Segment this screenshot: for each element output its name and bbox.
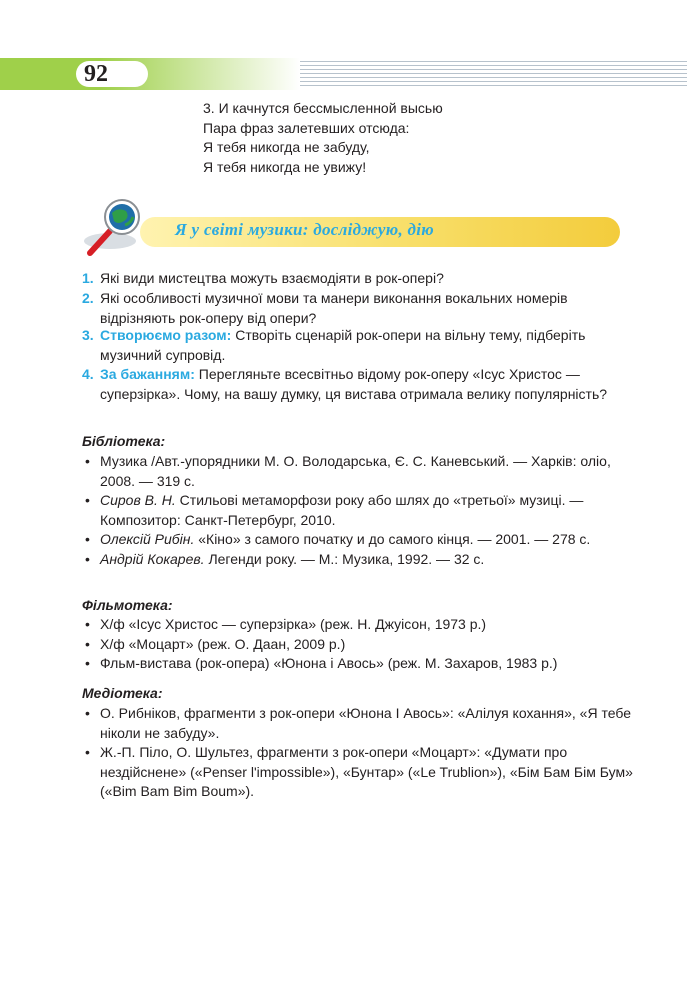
library-item [82, 550, 642, 570]
question-item [82, 365, 642, 404]
film-item [82, 615, 642, 635]
filmoteka-heading: Фільмотека: [82, 597, 173, 613]
poem-line: Я тебя никогда не забуду, [203, 139, 370, 155]
library-heading: Бібліотека: [82, 433, 166, 449]
film-text: Х/ф «Ісус Христос — суперзірка» (реж. Н. Джуісон, 1973 р.) [100, 616, 487, 632]
magnifier-globe-icon [80, 195, 155, 265]
mediateka-heading: Медіотека: [82, 685, 163, 701]
question-text: Перегляньте всесвітньо відому рок-оперу «Ісус Христос — суперзірка». Чому, на вашу думку, ця вистава отримала велику популярність? [100, 366, 608, 402]
header-lines [300, 61, 687, 89]
media-text: О. Рибніков, фрагменти з рок-опери «Юнона І Авось»: «Алілуя кохання», «Я тебе ніколи не забуду». [100, 705, 632, 741]
bullet-icon: • [85, 531, 90, 547]
question-item [82, 269, 642, 289]
mediateka-list [82, 704, 642, 802]
library-item [82, 530, 642, 550]
question-text: Які види мистецтва можуть взаємодіяти в рок-опері? [100, 270, 444, 286]
bullet-icon: • [85, 744, 90, 760]
question-text: Які особливості музичної мови та манери виконання вокальних номерів відрізняють рок-оперу від опери? [100, 290, 568, 326]
question-item [82, 326, 642, 365]
media-text: Ж.-П. Піло, О. Шультез, фрагменти з рок-опери «Моцарт»: «Думати про нездійснене» («Penser l'impossible»), «Бунтар» («Le Trublion»), «Бім Бам Бім Бум» («Bim Bam Bim Boum»). [100, 744, 633, 799]
bullet-icon: • [85, 705, 90, 721]
library-text: Легенди року. — М.: Музика, 1992. — 32 с. [204, 550, 485, 567]
library-author: Сиров В. Н. [100, 492, 176, 508]
library-author: Андрій Кокарев. [100, 550, 205, 567]
section-header [80, 195, 640, 265]
film-text: Фльм-вистава (рок-опера) «Юнона і Авось» (реж. М. Захаров, 1983 р.) [100, 655, 558, 671]
media-item [82, 704, 642, 743]
question-lead: За бажанням: [100, 366, 195, 382]
poem-stanza [203, 99, 443, 177]
bullet-icon: • [85, 635, 90, 652]
library-text: Стильові метаморфози року або шлях до «третьої» музиці. — Композитор: Санкт-Петербург, 2010. [100, 492, 584, 528]
film-text: Х/ф «Моцарт» (реж. О. Даан, 2009 р.) [100, 635, 346, 652]
library-item [82, 452, 642, 491]
bullet-icon: • [85, 492, 90, 508]
film-item [82, 654, 642, 674]
library-text: «Кіно» з самого початку и до самого кінця. — 2001. — 278 с. [194, 531, 591, 547]
poem-line: 3. И качнутся бессмысленной высью [203, 100, 443, 116]
bullet-icon: • [85, 655, 90, 671]
bullet-icon: • [85, 453, 90, 469]
poem-line: Пара фраз залетевших отсюда: [203, 119, 410, 136]
media-item [82, 743, 642, 802]
page-number: 92 [84, 61, 108, 87]
library-list [82, 452, 642, 569]
question-item [82, 289, 642, 328]
question-text: Створіть сценарій рок-опери на вільну тему, підберіть музичний супровід. [100, 327, 586, 363]
bullet-icon: • [85, 616, 90, 632]
poem-line: Я тебя никогда не увижу! [203, 158, 367, 175]
bullet-icon: • [85, 550, 90, 567]
question-number: 2. [82, 290, 94, 306]
question-lead: Створюємо разом: [100, 327, 232, 343]
film-item [82, 635, 642, 655]
page-header [0, 58, 687, 90]
question-number: 1. [82, 270, 94, 286]
question-number: 4. [82, 366, 94, 382]
library-author: Олексій Рибін. [100, 531, 195, 547]
library-text: Музика /Авт.-упорядники М. О. Володарська, Є. С. Каневський. — Харків: оліо, 2008. — 319 с. [100, 453, 611, 489]
section-title: Я у світі музики: досліджую, дію [175, 220, 435, 239]
question-number: 3. [82, 327, 94, 343]
library-item [82, 491, 642, 530]
filmoteka-list [82, 615, 642, 674]
